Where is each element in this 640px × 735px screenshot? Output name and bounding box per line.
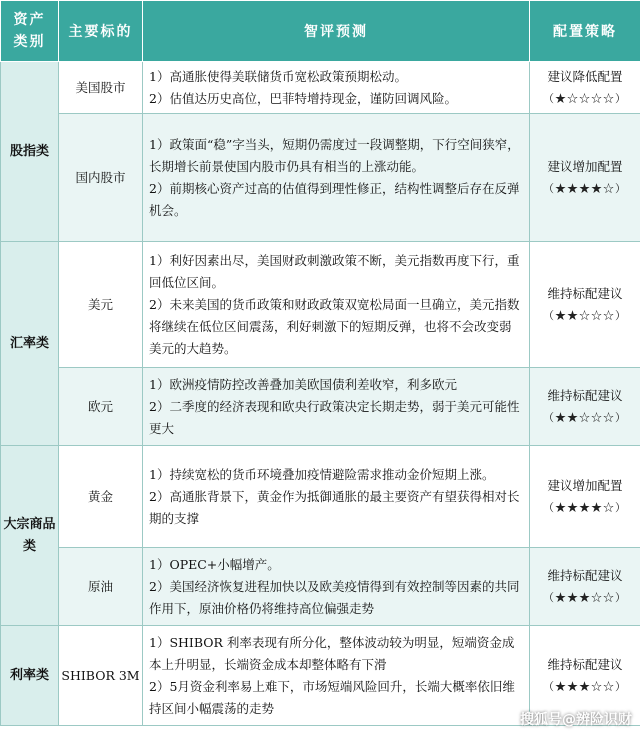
strategy-label: 建议增加配置	[547, 477, 623, 493]
category-cell: 利率类	[1, 626, 59, 726]
forecast-point: 2）前期核心资产过高的估值得到理性修正，结构性调整后存在反弹机会。	[149, 180, 520, 218]
forecast-point: 2）美国经济恢复进程加快以及欧美疫情得到有效控制等因素的共同作用下，原油价格仍将维持高位偏强走势	[149, 578, 520, 616]
forecast-cell	[143, 114, 530, 242]
table-row	[1, 114, 640, 242]
rating-stars: （★★★☆☆）	[543, 679, 627, 693]
strategy-label: 建议增加配置	[547, 158, 623, 174]
target-cell: SHIBOR 3M	[59, 626, 143, 726]
rating-stars: （★★★★☆）	[543, 500, 627, 514]
forecast-point: 2）估值达历史高位，巴菲特增持现金，谨防回调风险。	[149, 90, 457, 106]
header-strategy: 配置策略	[530, 1, 640, 62]
forecast-cell	[143, 626, 530, 726]
header-asset-class-line: 类别	[13, 34, 46, 50]
header-forecast: 智评预测	[143, 1, 530, 62]
forecast-point: 1）持续宽松的货币环境叠加疫情避险需求推动金价短期上涨。	[149, 466, 495, 482]
forecast-point: 2）未来美国的货币政策和财政政策双宽松局面一旦确立，美元指数将继续在低位区间震荡，利好刺激下的短期反弹，也将不会改变弱美元的大趋势。	[149, 296, 520, 356]
strategy-label: 维持标配建议	[547, 567, 623, 583]
strategy-label: 维持标配建议	[547, 285, 623, 301]
watermark: 搜狐号@辨险识财	[520, 712, 632, 728]
forecast-point: 1）政策面“稳”字当头，短期仍需度过一段调整期，下行空间狭窄，长期增长前景使国内股市仍具有相当的上涨动能。	[149, 136, 520, 174]
strategy-cell	[530, 446, 640, 548]
category-cell: 股指类	[1, 62, 59, 242]
forecast-point: 1）利好因素出尽，美国财政刺激政策不断，美元指数再度下行，重回低位区间。	[149, 252, 520, 290]
target-cell: 美元	[59, 242, 143, 368]
forecast-point: 2）高通胀背景下，黄金作为抵御通胀的最主要资产有望获得相对长期的支撑	[149, 488, 520, 526]
forecast-point: 1）欧洲疫情防控改善叠加美欧国债利差收窄，利多欧元	[149, 376, 457, 392]
strategy-cell	[530, 114, 640, 242]
rating-stars: （★★☆☆☆）	[543, 308, 627, 322]
header-asset-class-label	[14, 9, 46, 53]
table-row	[1, 242, 640, 368]
strategy-label: 建议降低配置	[547, 68, 623, 84]
target-cell: 国内股市	[59, 114, 143, 242]
rating-stars: （★★★★☆）	[543, 181, 627, 195]
forecast-point: 2）5月资金利率易上难下，市场短端风险回升，长端大概率依旧维持区间小幅震荡的走势	[149, 678, 515, 716]
forecast-point: 1）SHIBOR 利率表现有所分化，整体波动较为明显，短端资金成本上升明显，长端资金成本却整体略有下滑	[149, 634, 515, 672]
header-asset-class	[1, 1, 59, 62]
table-row	[1, 368, 640, 446]
header-asset-class-line: 资产	[13, 12, 46, 28]
strategy-cell	[530, 548, 640, 626]
forecast-cell	[143, 368, 530, 446]
target-cell: 原油	[59, 548, 143, 626]
target-cell: 欧元	[59, 368, 143, 446]
strategy-label: 维持标配建议	[547, 387, 623, 403]
strategy-label: 维持标配建议	[547, 656, 623, 672]
forecast-point: 2）二季度的经济表现和欧央行政策决定长期走势，弱于美元可能性更大	[149, 398, 520, 436]
rating-stars: （★★☆☆☆）	[543, 410, 627, 424]
forecast-point: 1）高通胀使得美联储货币宽松政策预期松动。	[149, 68, 407, 84]
forecast-cell	[143, 242, 530, 368]
rating-stars: （★☆☆☆☆）	[543, 91, 627, 105]
header-main-target: 主要标的	[59, 1, 143, 62]
category-cell: 大宗商品类	[1, 446, 59, 626]
target-cell: 黄金	[59, 446, 143, 548]
category-cell: 汇率类	[1, 242, 59, 446]
table-row	[1, 62, 640, 114]
strategy-cell	[530, 242, 640, 368]
strategy-cell	[530, 368, 640, 446]
forecast-point: 1）OPEC+小幅增产。	[149, 556, 280, 572]
header-row	[1, 1, 640, 62]
forecast-cell	[143, 446, 530, 548]
rating-stars: （★★★☆☆）	[543, 590, 627, 604]
table-row	[1, 548, 640, 626]
forecast-cell	[143, 548, 530, 626]
target-cell: 美国股市	[59, 62, 143, 114]
table-row	[1, 446, 640, 548]
forecast-cell	[143, 62, 530, 114]
strategy-cell	[530, 62, 640, 114]
